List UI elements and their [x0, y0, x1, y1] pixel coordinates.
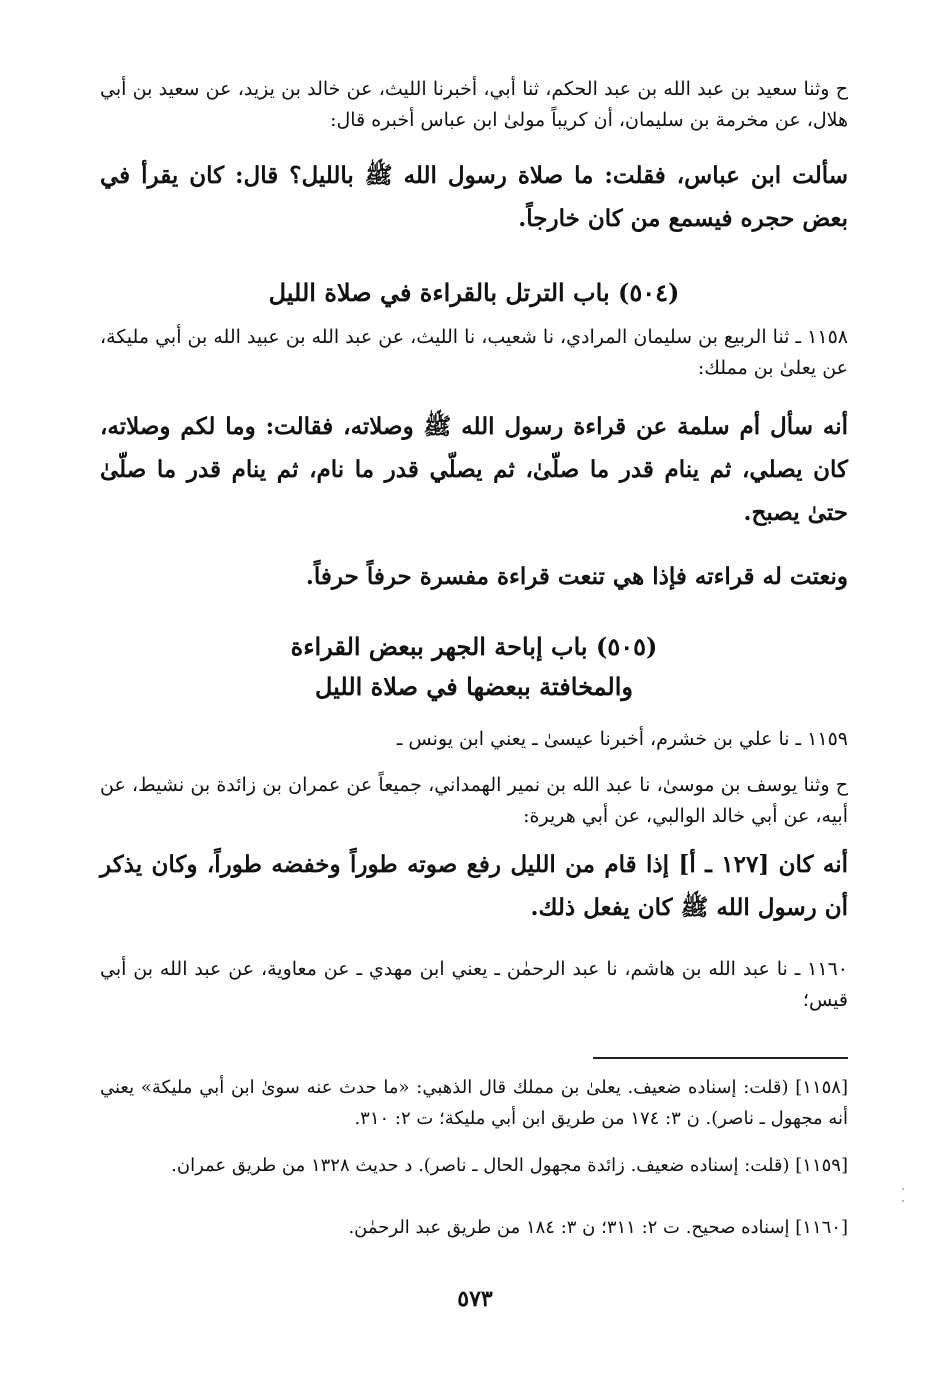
margin-speck: [902, 1200, 904, 1202]
margin-speck: [902, 1188, 904, 1190]
chapter-heading-505-line2: والمخافتة ببعضها في صلاة الليل: [314, 672, 634, 701]
hadith-1159-isnad: ١١٥٩ ـ نا علي بن خشرم، أخبرنا عيسىٰ ـ يعني ابن يونس ـ: [396, 728, 848, 750]
hadith-1158-matn: أنه سأل أم سلمة عن قراءة رسول الله ﷺ وصلاته، فقالت: وما لكم وصلاته، كان يصلي، ثم ينام قدر ما صلّىٰ، ثم يصلّي قدر ما نام، ثم ينام قدر ما صلّىٰ حتىٰ يصبح.: [100, 413, 848, 526]
footnote-1160: [١١٦٠] إسناده صحيح. ت ٢: ٣١١؛ ن ٣: ١٨٤ من طريق عبد الرحمٰن.: [348, 1217, 848, 1238]
hadith-1158-addition: ونعتت له قراءته فإذا هي تنعت قراءة مفسرة حرفاً حرفاً.: [305, 563, 848, 590]
chapter-heading-505-line1: (٥٠٥) باب إباحة الجهر ببعض القراءة: [290, 632, 658, 661]
footnote-separator: [593, 1057, 848, 1059]
hadith-1159-second-isnad: ح وثنا يوسف بن موسىٰ، نا عبد الله بن نمير الهمداني، جميعاً عن عمران بن زائدة بن نشيط، عن أبيه، عن أبي خالد الوالبي، عن أبي هريرة:: [100, 774, 848, 827]
footnote-1158: [١١٥٨] (قلت: إسناده ضعيف. يعلىٰ بن مملك قال الذهبي: «ما حدث عنه سوىٰ ابن أبي مليكة» يعني أنه مجهول ـ ناصر). ن ٣: ١٧٤ من طريق ابن أبي مليكة؛ ت ٢: ٣١٠.: [100, 1077, 848, 1129]
chapter-heading-504: (٥٠٤) باب الترتل بالقراءة في صلاة الليل: [268, 278, 680, 307]
footnote-1159: [١١٥٩] (قلت: إسناده ضعيف. زائدة مجهول الحال ـ ناصر). د حديث ١٣٢٨ من طريق عمران.: [171, 1155, 848, 1176]
hadith-1160-isnad: ١١٦٠ ـ نا عبد الله بن هاشم، نا عبد الرحمٰن ـ يعني ابن مهدي ـ عن معاوية، عن عبد الله بن أبي قيس؛: [100, 958, 848, 1011]
matn-paragraph: سألت ابن عباس، فقلت: ما صلاة رسول الله ﷺ بالليل؟ قال: كان يقرأ في بعض حجره فيسمع من كان خارجاً.: [100, 162, 848, 232]
isnad-paragraph: ح وثنا سعيد بن عبد الله بن عبد الحكم، ثنا أبي، أخبرنا الليث، عن خالد بن يزيد، عن سعيد بن أبي هلال، عن مخرمة بن سليمان، أن كريباً مولىٰ ابن عباس أخبره قال:: [100, 78, 848, 131]
hadith-1159-matn: أنه كان [١٢٧ ـ أ] إذا قام من الليل رفع صوته طوراً وخفضه طوراً، وكان يذكر أن رسول الله ﷺ كان يفعل ذلك.: [100, 851, 848, 921]
hadith-1158-isnad: ١١٥٨ ـ ثنا الربيع بن سليمان المرادي، نا شعيب، نا الليث، عن عبد الله بن عبيد الله بن أبي مليكة، عن يعلىٰ بن مملك:: [100, 326, 848, 379]
page-number: ٥٧٣: [457, 1286, 493, 1312]
